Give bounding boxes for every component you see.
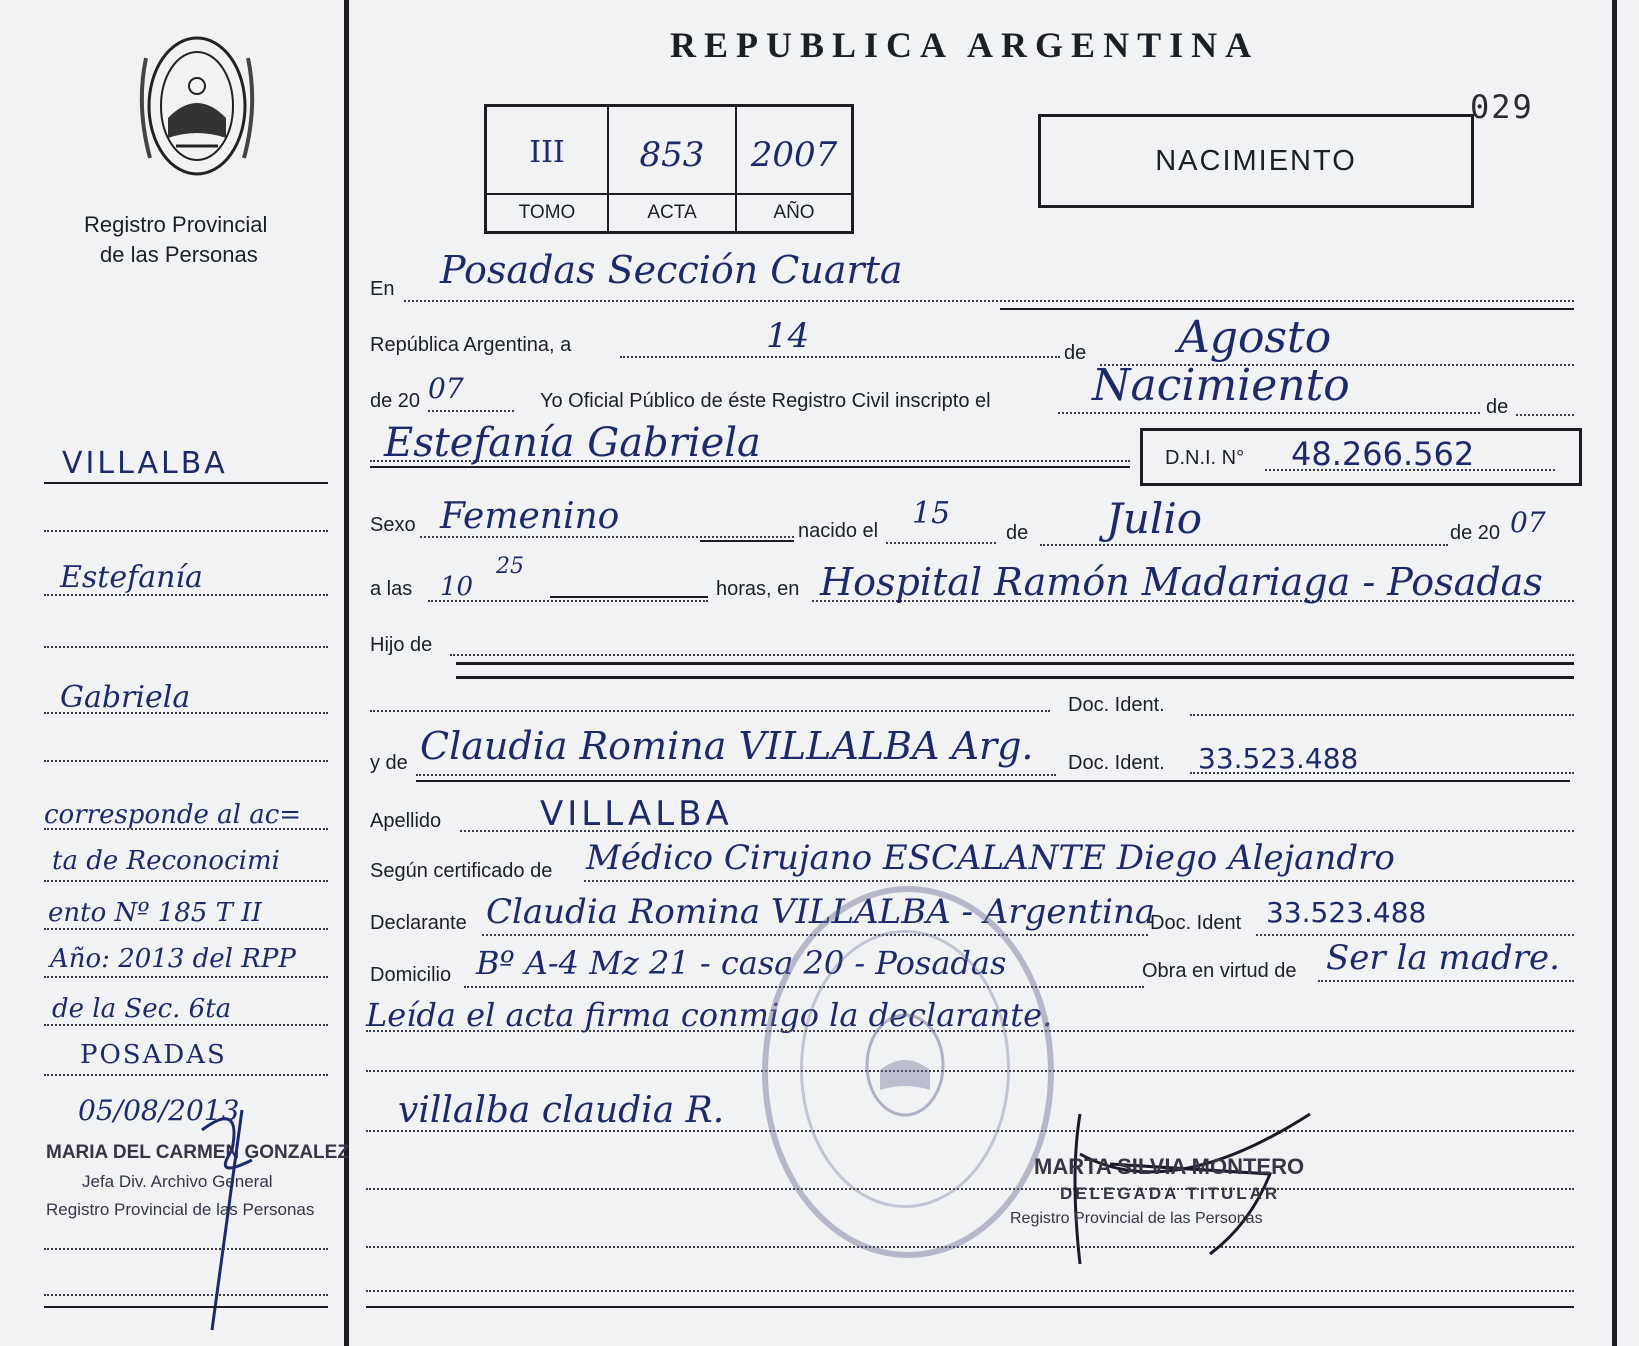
hijo-line2 [370, 710, 1050, 712]
year-label: de 20 [370, 390, 421, 412]
document-type-box: NACIMIENTO [1038, 114, 1474, 208]
sexo-label: Sexo [370, 514, 416, 536]
horas-label: horas, en [716, 578, 800, 600]
province-logo [128, 28, 266, 186]
hijo-line-strike [456, 676, 1574, 679]
side-signature-icon [172, 1090, 282, 1340]
signer-name: MARTA SILVIA MONTERO [1034, 1154, 1305, 1179]
record-table [484, 104, 854, 234]
alas-label: a las [370, 578, 413, 600]
side-note-line: 05/08/2013 [78, 1094, 240, 1127]
apellido-label: Apellido [370, 810, 442, 832]
misiones-seal-icon [128, 28, 266, 186]
nombre-line [370, 460, 1130, 462]
anio-value: 2007 [750, 135, 838, 175]
acta-cell [609, 107, 737, 231]
madre-line [416, 774, 1056, 776]
side-note-line: de la Sec. 6ta [52, 994, 232, 1024]
en-value: Posadas Sección Cuarta [440, 248, 903, 292]
side-line [44, 1294, 328, 1296]
minutes-value: 25 [496, 554, 524, 579]
signer-role: DELEGADA TITULAR [1060, 1184, 1281, 1203]
madre-underline [416, 780, 1570, 782]
obra-label: Obra en virtud de [1142, 960, 1297, 982]
de20-label: de 20 [1450, 522, 1501, 544]
hijo-label: Hijo de [370, 634, 433, 656]
obra-value: Ser la madre. [1326, 938, 1560, 978]
declarante-doc-line [1256, 934, 1574, 936]
side-line [44, 976, 328, 978]
nacido-label: nacido el [798, 520, 879, 542]
side-stamp-name: MARIA DEL CARMEN GONZALEZ [46, 1142, 349, 1163]
side-stamp-org: Registro Provincial de las Personas [46, 1200, 315, 1219]
side-stamp-role: Jefa Div. Archivo General [82, 1172, 273, 1191]
lugar-value: Hospital Ramón Madariaga - Posadas [820, 560, 1543, 604]
side-line [44, 482, 328, 484]
tomo-value: III [529, 135, 565, 170]
doc-ident3-label: Doc. Ident [1150, 912, 1242, 934]
hijo-line-strike [456, 662, 1574, 665]
declarante-doc: 33.523.488 [1266, 896, 1427, 929]
blank-line [366, 1290, 1574, 1292]
inscripto-line [1058, 412, 1480, 414]
day-value: 14 [766, 316, 810, 356]
side-line [44, 712, 328, 714]
right-margin-line [1612, 0, 1617, 1346]
side-line [44, 1248, 328, 1250]
side-name1: Estefanía [60, 560, 203, 595]
doc-ident2-label: Doc. Ident. [1068, 752, 1165, 774]
side-line [44, 646, 328, 648]
certificado-value: Médico Cirujano ESCALANTE Diego Alejandro [586, 838, 1395, 878]
side-name2: Gabriela [60, 680, 191, 715]
segun-label: Según certificado de [370, 860, 553, 882]
day-line [620, 356, 1060, 358]
dni-value: 48.266.562 [1291, 435, 1475, 473]
acta-label: ACTA [609, 193, 735, 233]
side-note-line: corresponde al ac= [44, 800, 302, 830]
hour-value: 10 [440, 572, 474, 602]
side-note-line: ta de Reconocimi [52, 846, 280, 876]
nacido-month: Julio [1106, 494, 1203, 543]
anio-label: AÑO [737, 193, 851, 233]
nacido-year: 07 [1510, 506, 1546, 539]
en-line [404, 300, 1574, 302]
bottom-line [366, 1306, 1574, 1308]
side-line [44, 1306, 328, 1308]
month2-line [1040, 544, 1448, 546]
leida-value: Leída el acta firma conmigo la declarante. [366, 996, 1053, 1034]
side-line [44, 530, 328, 532]
obra-line [1318, 980, 1574, 982]
certificado-line [584, 880, 1574, 882]
side-note-line: POSADAS [80, 1040, 227, 1070]
signer-org: Registro Provincial de las Personas [1010, 1210, 1263, 1227]
domicilio-value: Bº A-4 Mz 21 - casa 20 - Posadas [476, 944, 1007, 982]
side-note-line: Año: 2013 del RPP [50, 944, 296, 974]
yde-label: y de [370, 752, 408, 774]
sexo-underline [700, 540, 794, 542]
dni-box [1140, 428, 1582, 486]
nacido-day: 15 [912, 496, 951, 531]
nacido-line [886, 542, 996, 544]
side-line [44, 760, 328, 762]
registry-name-line2: de las Personas [100, 242, 258, 267]
side-note-line: ento Nº 185 T II [48, 898, 262, 928]
doc-ident-label: Doc. Ident. [1068, 694, 1165, 716]
doc-ident-line [1190, 714, 1574, 716]
official-seal-emblem-icon [860, 1010, 950, 1120]
madre-doc: 33.523.488 [1198, 742, 1359, 775]
de-label: de [1064, 342, 1087, 364]
anio-cell [737, 107, 851, 231]
de3-label: de [1006, 522, 1029, 544]
hour-underline [550, 596, 708, 598]
tomo-cell [487, 107, 609, 231]
acta-value: 853 [639, 135, 705, 175]
page-number: 029 [1470, 88, 1534, 126]
side-surname: VILLALBA [62, 446, 228, 481]
registry-name-line1: Registro Provincial [84, 212, 268, 237]
en-label: En [370, 278, 395, 300]
sexo-value: Femenino [440, 496, 620, 537]
rep-label: República Argentina, a [370, 334, 572, 356]
document-title: REPUBLICA ARGENTINA [670, 25, 1260, 65]
side-line [44, 828, 328, 830]
firma-declarante: villalba claudia R. [398, 1090, 725, 1131]
domicilio-label: Domicilio [370, 964, 452, 986]
month-value: Agosto [1178, 312, 1332, 363]
apellido-value: VILLALBA [540, 794, 733, 834]
tomo-label: TOMO [487, 193, 607, 233]
side-line [44, 928, 328, 930]
madre-value: Claudia Romina VILLALBA Arg. [420, 724, 1034, 768]
side-line [44, 1024, 328, 1026]
hijo-line [450, 654, 1574, 656]
side-line [44, 880, 328, 882]
blank-line [366, 1246, 1574, 1248]
side-line [44, 1074, 328, 1076]
oficial-text: Yo Oficial Público de éste Registro Civil inscripto el [540, 390, 991, 412]
year-line [428, 410, 514, 412]
side-line [44, 594, 328, 596]
inscripto-value: Nacimiento [1092, 360, 1350, 411]
de2-label: de [1486, 396, 1509, 418]
dni-label: D.N.I. N° [1165, 447, 1245, 469]
declarante-label: Declarante [370, 912, 467, 934]
en-underline [1000, 308, 1574, 310]
year-suffix: 07 [428, 372, 464, 405]
de2-line [1516, 414, 1574, 416]
declarante-value: Claudia Romina VILLALBA - Argentina [486, 892, 1156, 932]
nombre-underline [370, 466, 1130, 468]
nombre-value: Estefanía Gabriela [384, 420, 761, 466]
